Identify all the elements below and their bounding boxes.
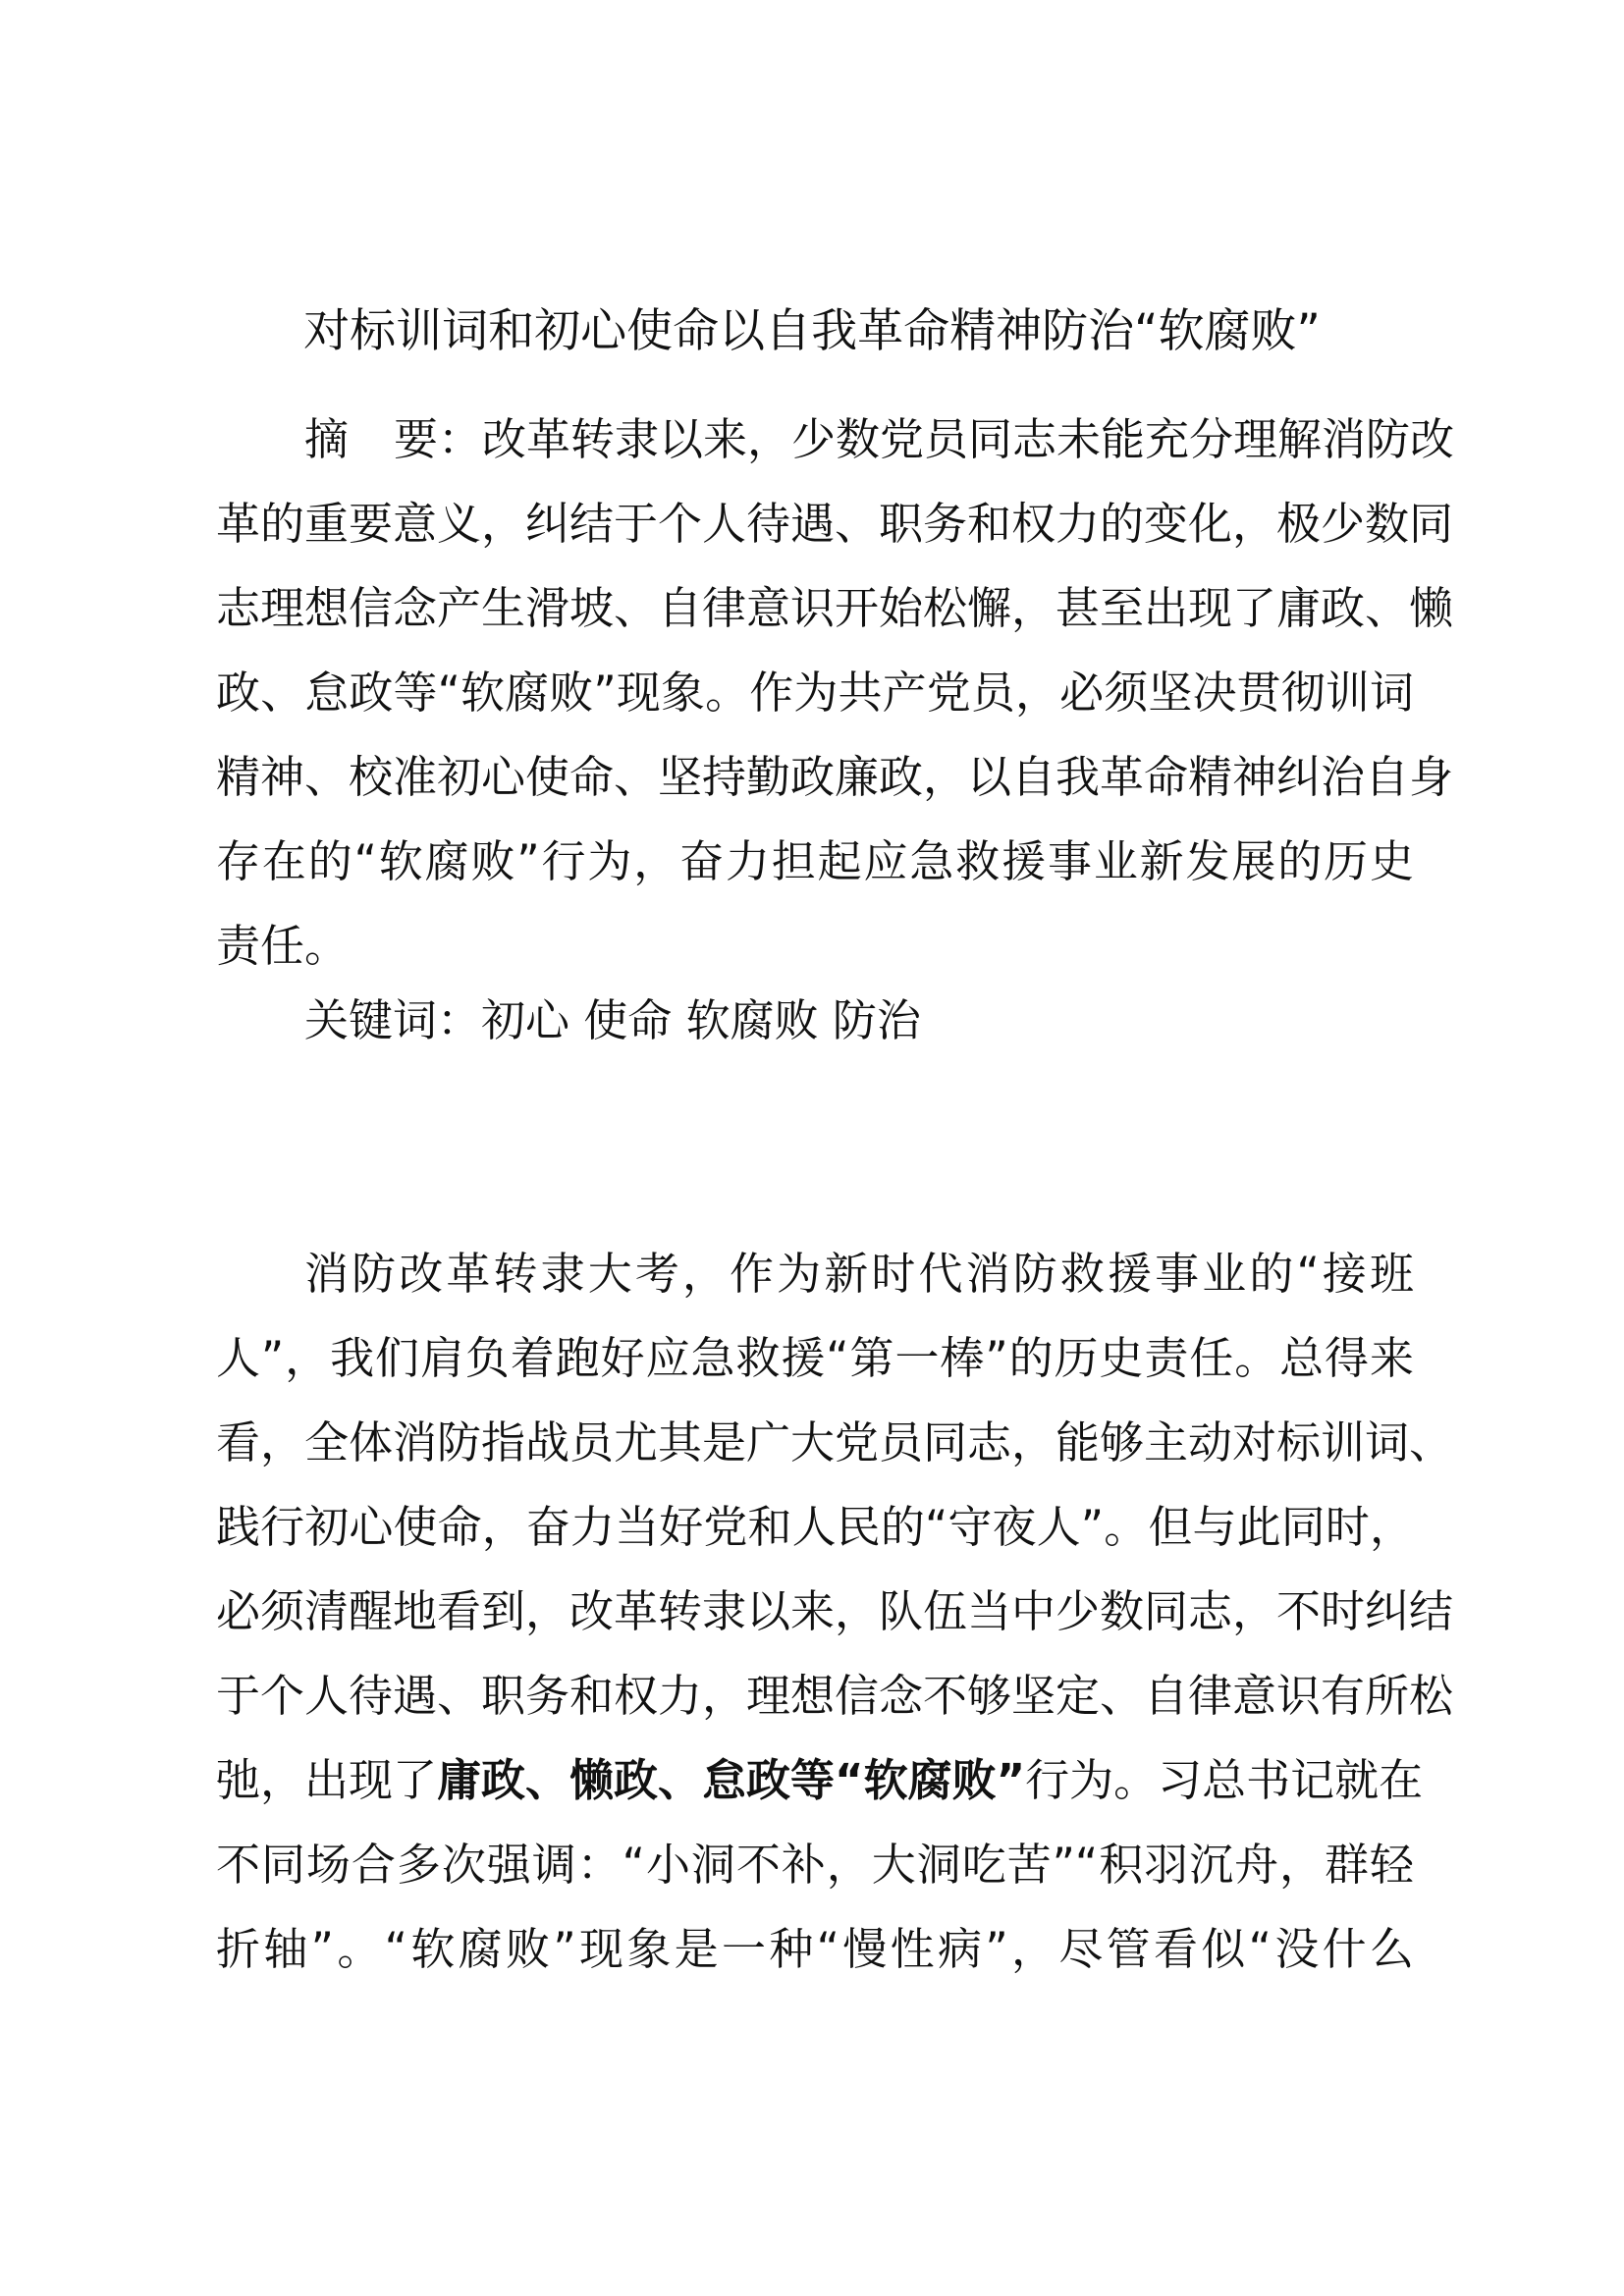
abstract-line: 精神、校准初心使命、坚持勤政廉政，以自我革命精神纠治自身 <box>216 751 1454 803</box>
body-line: 折轴”。“软腐败”现象是一种“慢性病”，尽管看似“没什么 <box>216 1923 1414 1975</box>
abstract-line: 摘 要：改革转隶以来，少数党员同志未能充分理解消防改 <box>304 413 1455 465</box>
abstract-line: 责任。 <box>216 920 350 972</box>
body-line: 于个人待遇、职务和权力，理想信念不够坚定、自律意识有所松 <box>216 1670 1454 1722</box>
emphasis-text: 庸政、懒政、怠政等“软腐败” <box>437 1754 1026 1806</box>
body-line: 必须清醒地看到，改革转隶以来，队伍当中少数同志，不时纠结 <box>216 1585 1454 1637</box>
body-line: 看，全体消防指战员尤其是广大党员同志，能够主动对标训词、 <box>216 1416 1454 1468</box>
abstract-line: 存在的“软腐败”行为，奋力担起应急救援事业新发展的历史 <box>216 835 1414 887</box>
abstract-line: 革的重要意义，纠结于个人待遇、职务和权力的变化，极少数同 <box>216 498 1454 550</box>
body-line: 不同场合多次强调：“小洞不补，大洞吃苦”“积羽沉舟，群轻 <box>216 1839 1414 1891</box>
abstract-line: 政、怠政等“软腐败”现象。作为共产党员，必须坚决贯彻训词 <box>216 667 1414 719</box>
keywords-line: 关键词：初心 使命 软腐败 防治 <box>304 994 921 1046</box>
document-title: 对标训词和初心使命以自我革命精神防治“软腐败” <box>303 304 1321 358</box>
body-line: 弛，出现了庸政、懒政、怠政等“软腐败”行为。习总书记就在 <box>216 1754 1424 1806</box>
body-line: 践行初心使命，奋力当好党和人民的“守夜人”。但与此同时， <box>216 1501 1414 1553</box>
body-line: 消防改革转隶大考，作为新时代消防救援事业的“接班 <box>304 1248 1414 1300</box>
abstract-label: 摘 要： <box>304 413 483 465</box>
abstract-line: 志理想信念产生滑坡、自律意识开始松懈，甚至出现了庸政、懒 <box>216 582 1454 634</box>
body-line: 人”，我们肩负着跑好应急救援“第一棒”的历史责任。总得来 <box>216 1332 1414 1384</box>
